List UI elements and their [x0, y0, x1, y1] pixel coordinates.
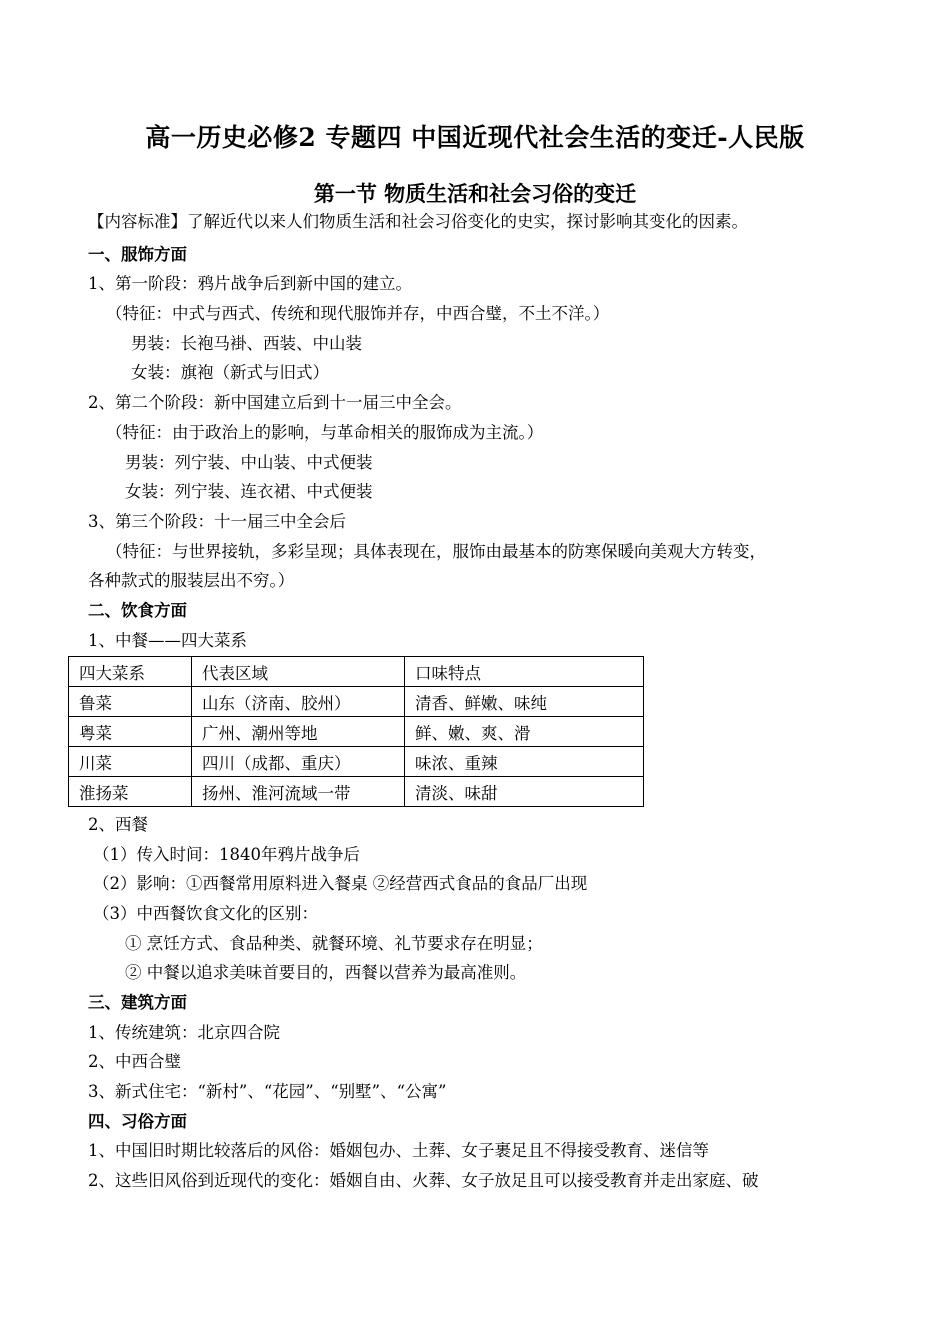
clothing-stage1-women: 女装：旗袍（新式与旧式）: [131, 363, 329, 382]
clothing-stage2-feature: （特征：由于政治上的影响，与革命相关的服饰成为主流。）: [106, 423, 544, 442]
section-title: 第一节 物质生活和社会习俗的变迁: [313, 181, 637, 206]
table-row: [69, 777, 644, 807]
architecture-item-1: 1、传统建筑：北京四合院: [88, 1023, 280, 1042]
table-cell: 淮扬菜: [69, 777, 192, 807]
clothing-stage3-feature-cont: 各种款式的服装层出不穷。）: [88, 571, 295, 590]
table-row: [69, 687, 644, 717]
customs-heading: 四、习俗方面: [88, 1112, 187, 1131]
food-western-1: （1）传入时间：1840年鸦片战争后: [93, 845, 360, 864]
table-row: [69, 747, 644, 777]
architecture-item-2: 2、中西合璧: [88, 1052, 181, 1071]
table-cell: 四川（成都、重庆）: [192, 747, 405, 777]
table-header-cell: 口味特点: [405, 657, 644, 687]
food-western-2: （2）影响：①西餐常用原料进入餐桌 ②经营西式食品的食品厂出现: [93, 874, 588, 893]
clothing-stage3-feature: （特征：与世界接轨，多彩呈现；具体表现在，服饰由最基本的防寒保暖向美观大方转变，: [106, 542, 766, 561]
architecture-heading: 三、建筑方面: [88, 993, 187, 1012]
table-cell: 川菜: [69, 747, 192, 777]
document-title: 高一历史必修2 专题四 中国近现代社会生活的变迁-人民版: [145, 123, 805, 152]
table-row: [69, 717, 644, 747]
clothing-stage1-men: 男装：长袍马褂、西装、中山装: [131, 334, 362, 353]
clothing-stage2: 2、第二个阶段：新中国建立后到十一届三中全会。: [88, 393, 462, 412]
cuisine-table: [68, 656, 644, 807]
table-header-cell: 代表区域: [192, 657, 405, 687]
clothing-heading: 一、服饰方面: [88, 245, 187, 264]
food-western-3b: ② 中餐以追求美味首要目的，西餐以营养为最高准则。: [125, 963, 527, 982]
customs-item-1: 1、中国旧时期比较落后的风俗：婚姻包办、土葬、女子裹足且不得接受教育、迷信等: [88, 1141, 709, 1160]
clothing-stage3: 3、第三个阶段：十一届三中全会后: [88, 512, 346, 531]
table-cell: 粤菜: [69, 717, 192, 747]
table-cell: 清淡、味甜: [405, 777, 644, 807]
table-cell: 扬州、淮河流域一带: [192, 777, 405, 807]
food-western-3: （3）中西餐饮食文化的区别：: [93, 904, 318, 923]
table-cell: 广州、潮州等地: [192, 717, 405, 747]
table-cell: 清香、鲜嫩、味纯: [405, 687, 644, 717]
food-chinese: 1、中餐——四大菜系: [88, 631, 247, 650]
clothing-stage1: 1、第一阶段：鸦片战争后到新中国的建立。: [88, 274, 412, 293]
food-western: 2、西餐: [88, 815, 148, 834]
table-cell: 山东（济南、胶州）: [192, 687, 405, 717]
table-cell: 味浓、重辣: [405, 747, 644, 777]
table-cell: 鲁菜: [69, 687, 192, 717]
content-standard: 【内容标准】了解近代以来人们物质生活和社会习俗变化的史实，探讨影响其变化的因素。: [88, 212, 748, 231]
table-header-cell: 四大菜系: [69, 657, 192, 687]
architecture-item-3: 3、新式住宅：“新村”、“花园”、“别墅”、“公寓”: [88, 1082, 447, 1101]
table-cell: 鲜、嫩、爽、滑: [405, 717, 644, 747]
food-heading: 二、饮食方面: [88, 601, 187, 620]
clothing-stage2-women: 女装：列宁装、连衣裙、中式便装: [125, 482, 373, 501]
food-western-3a: ① 烹饪方式、食品种类、就餐环境、礼节要求存在明显；: [125, 934, 543, 953]
table-header-row: [69, 657, 644, 687]
customs-item-2: 2、这些旧风俗到近现代的变化：婚姻自由、火葬、女子放足且可以接受教育并走出家庭、破: [88, 1171, 759, 1190]
clothing-stage2-men: 男装：列宁装、中山装、中式便装: [125, 453, 373, 472]
clothing-stage1-feature: （特征：中式与西式、传统和现代服饰并存，中西合璧，不土不洋。）: [106, 304, 610, 323]
